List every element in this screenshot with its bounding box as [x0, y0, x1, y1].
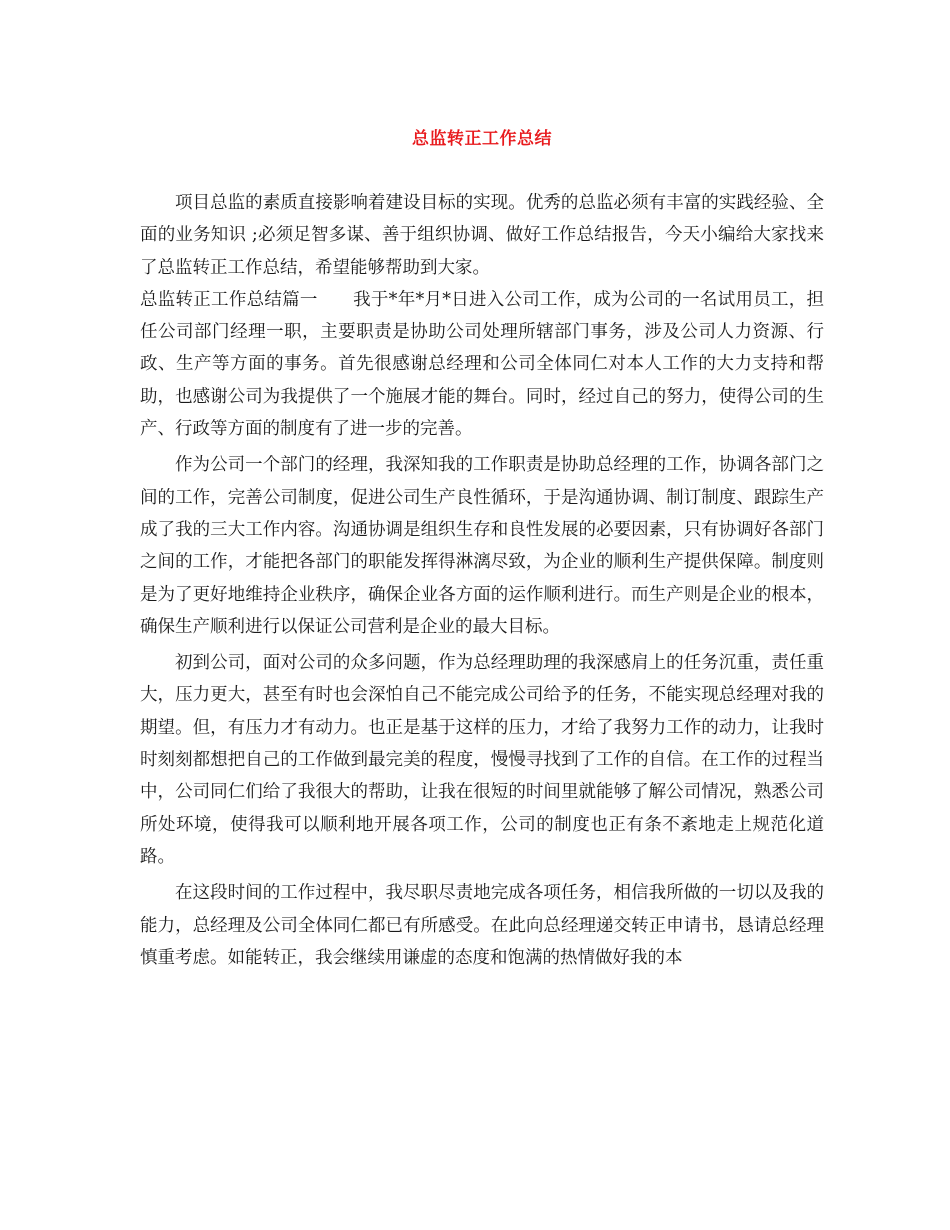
paragraph-intro: 项目总监的素质直接影响着建设目标的实现。优秀的总监必须有丰富的实践经验、全面的业务知识 ;必须足智多谋、善于组织协调、做好工作总结报告，今天小编给大家找来了总监转正工作总结，希望能够帮助到大家。	[140, 193, 824, 278]
paragraph-duties: 作为公司一个部门的经理，我深知我的工作职责是协助总经理的工作，协调各部门之间的工作，完善公司制度，促进公司生产良性循环，于是沟通协调、制订制度、跟踪生产成了我的三大工作内容。沟通协调是组织生存和良性发展的必要因素，只有协调好各部门之间的工作，才能把各部门的职能发挥得淋漓尽致，为企业的顺利生产提供保障。制度则是为了更好地维持企业秩序，确保企业各方面的运作顺利进行。而生产则是企业的根本，确保生产顺利进行以保证公司营利是企业的最大目标。	[140, 455, 824, 637]
page-content	[140, 0, 824, 1230]
paragraph-challenges: 初到公司，面对公司的众多问题，作为总经理助理的我深感肩上的任务沉重，责任重大，压力更大，甚至有时也会深怕自己不能完成公司给予的任务，不能实现总经理对我的期望。但，有压力才有动力。也正是基于这样的压力，才给了我努力工作的动力，让我时时刻刻都想把自己的工作做到最完美的程度，慢慢寻找到了工作的自信。在工作的过程当中，公司同仁们给了我很大的帮助，让我在很短的时间里就能够了解公司情况，熟悉公司所处环境，使得我可以顺利地开展各项工作，公司的制度也正有条不紊地走上规范化道路。	[140, 653, 824, 867]
document-title: 总监转正工作总结	[412, 129, 552, 149]
paragraph-section-one: 总监转正工作总结篇一 我于*年*月*日进入公司工作，成为公司的一名试用员工，担任公司部门经理一职，主要职责是协助公司处理所辖部门事务，涉及公司人力资源、行政、生产等方面的事务。首先很感谢总经理和公司全体同仁对本人工作的大力支持和帮助，也感谢公司为我提供了一个施展才能的舞台。同时，经过自己的努力，使得公司的生产、行政等方面的制度有了进一步的完善。	[140, 289, 824, 440]
paragraph-request: 在这段时间的工作过程中，我尽职尽责地完成各项任务，相信我所做的一切以及我的能力，总经理及公司全体同仁都已有所感受。在此向总经理递交转正申请书，恳请总经理慎重考虑。如能转正，我会继续用谦虚的态度和饱满的热情做好我的本	[140, 883, 824, 968]
document-body	[140, 187, 824, 974]
